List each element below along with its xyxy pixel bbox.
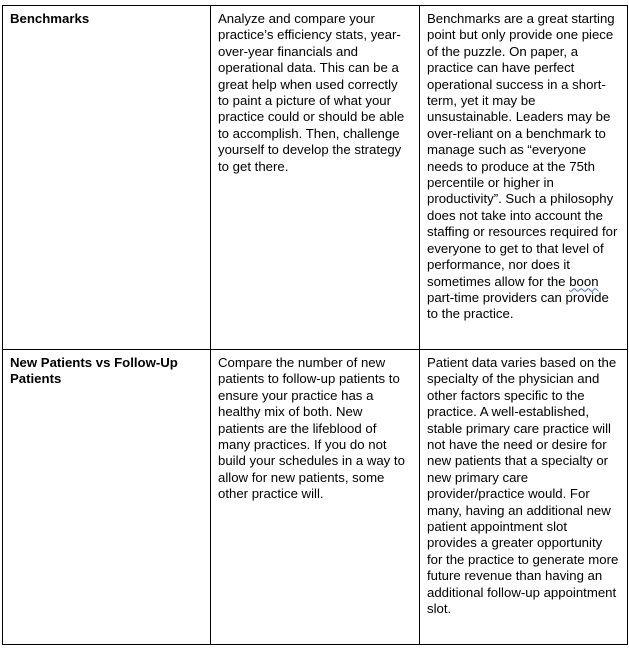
caution-cell (420, 6, 628, 350)
table-row (3, 350, 628, 645)
caution-cell (420, 350, 628, 645)
topic-label: New Patients vs Follow-Up Patients (10, 355, 178, 387)
description-cell (211, 350, 420, 645)
description-text: Analyze and compare your practice’s efficiency stats, year-over-year financials and operational data. This can be a great help when used correctly to paint a picture of what your practice could or should be able to accomplish. Then, challenge yourself to develop the strategy to get there. (218, 11, 405, 174)
caution-text-end: part-time providers can provide to the practice. (427, 289, 609, 322)
description-text: Compare the number of new patients to follow-up patients to ensure your practice has a healthy mix of both. New patients are the lifeblood of many practices. If you do not build your schedules in a way to allow for new patients, some other practice will. (218, 355, 405, 502)
description-cell (211, 6, 420, 350)
caution-text: Patient data varies based on the specialty of the physician and other factors specific to the practice. A well-established, stable primary care practice will not have the need or desire for new patients that a specialty or new primary care provider/practice would. For many, having an additional new patient appointment slot provides a greater opportunity for the practice to generate more future revenue than having an additional follow-up appointment slot. (427, 355, 619, 617)
topic-cell (3, 6, 211, 350)
topic-cell (3, 350, 211, 645)
caution-text: Benchmarks are a great starting point but only provide one piece of the puzzle. On paper, a practice can have perfect operational success in a short-term, yet it may be unsustainable. Leaders may be over-reliant on a benchmark to manage such as “everyone needs to produce at the 75th percentile or higher in productivity”. Such a philosophy does not take into account the staffing or resources required for everyone to get to that level of performance, nor does it sometimes allow for the (427, 11, 618, 289)
benchmark-table (2, 5, 628, 645)
table-row (3, 6, 628, 350)
spellcheck-flagged-word[interactable]: boon (569, 273, 599, 289)
topic-label: Benchmarks (10, 11, 90, 26)
